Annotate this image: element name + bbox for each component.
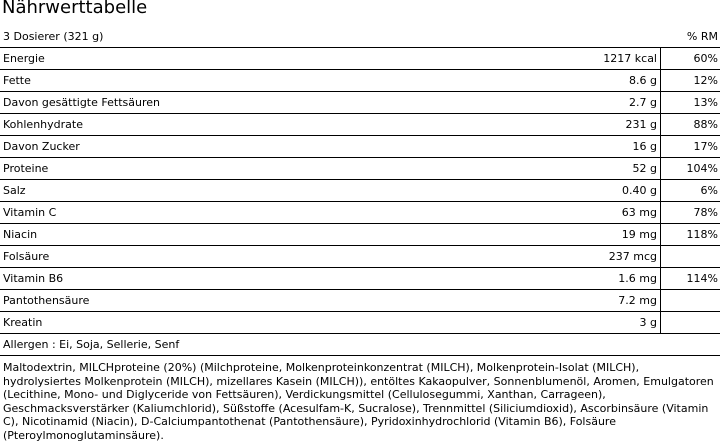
nutrient-name: Niacin: [3, 228, 38, 241]
nutrient-name: Energie: [3, 52, 45, 65]
pct-header: % RM: [686, 30, 718, 43]
column-divider: [660, 114, 661, 136]
table-body: [0, 48, 720, 334]
nutrient-pct: 60%: [693, 52, 718, 65]
nutrient-name: Davon Zucker: [3, 140, 80, 153]
nutrient-value: 52 g: [632, 162, 657, 175]
column-divider: [660, 180, 661, 202]
table-row: [0, 48, 720, 70]
table-row: [0, 202, 720, 224]
nutrient-pct: 78%: [693, 206, 718, 219]
nutrient-pct: 104%: [686, 162, 718, 175]
nutrient-name: Salz: [3, 184, 26, 197]
nutrient-name: Vitamin B6: [3, 272, 64, 285]
nutrient-name: Kreatin: [3, 316, 43, 329]
table-row: [0, 92, 720, 114]
allergens-row: [0, 334, 720, 356]
nutrient-pct: 13%: [693, 96, 718, 109]
page-title: Nährwerttabelle: [2, 0, 148, 18]
nutrient-pct: 12%: [693, 74, 718, 87]
table-row: [0, 180, 720, 202]
column-divider: [660, 224, 661, 246]
nutrient-value: 7.2 mg: [618, 294, 657, 307]
nutrient-value: 19 mg: [621, 228, 657, 241]
table-row: [0, 158, 720, 180]
nutrition-table: [0, 26, 720, 356]
column-divider: [660, 48, 661, 70]
nutrient-value: 2.7 g: [629, 96, 657, 109]
table-header-row: [0, 26, 720, 48]
nutrient-value: 1217 kcal: [603, 52, 657, 65]
nutrient-pct: 6%: [700, 184, 718, 197]
nutrient-value: 63 mg: [621, 206, 657, 219]
table-row: [0, 136, 720, 158]
nutrient-name: Folsäure: [3, 250, 50, 263]
allergens-text: Allergen : Ei, Soja, Sellerie, Senf: [3, 338, 180, 351]
column-divider: [660, 202, 661, 224]
nutrient-name: Fette: [3, 74, 31, 87]
nutrient-value: 237 mcg: [608, 250, 657, 263]
nutrient-value: 0.40 g: [622, 184, 657, 197]
nutrient-name: Davon gesättigte Fettsäuren: [3, 96, 160, 109]
nutrient-value: 8.6 g: [629, 74, 657, 87]
column-divider: [660, 136, 661, 158]
serving-size: 3 Dosierer (321 g): [3, 30, 104, 43]
table-row: [0, 246, 720, 268]
nutrient-name: Proteine: [3, 162, 49, 175]
nutrient-value: 16 g: [632, 140, 657, 153]
nutrient-pct: 17%: [693, 140, 718, 153]
column-divider: [660, 312, 661, 334]
nutrient-name: Vitamin C: [3, 206, 57, 219]
ingredients-text: Maltodextrin, MILCHproteine (20%) (Milchproteine, Molkenproteinkonzentrat (MILCH), Molkenprotein-Isolat (MILCH), hydrolysiertes Molkenprotein (MILCH), mizellares Kasein (MILCH)), entöltes Kakaopulver, Sonnenblumenöl, Aromen, Emulgatoren (Lecithine, Mono- und Diglyceride von Fettsäuren), Verdickungsmittel (Cellulosegummi, Xanthan, Carrageen), Geschmacksverstärker (Kaliumchlorid), Süßstoffe (Acesulfam-K, Sucralose), Trennmittel (Siliciumdioxid), Ascorbinsäure (Vitamin C), Nicotinamid (Niacin), D-Calciumpantothenat (Pantothensäure), Pyridoxinhydrochlorid (Vitamin B6), Folsäure (Pteroylmonoglutaminsäure).: [3, 361, 714, 442]
table-row: [0, 70, 720, 92]
nutrient-value: 1.6 mg: [618, 272, 657, 285]
nutrient-pct: 118%: [686, 228, 718, 241]
nutrient-value: 231 g: [625, 118, 657, 131]
column-divider: [660, 70, 661, 92]
nutrient-value: 3 g: [639, 316, 657, 329]
table-row: [0, 224, 720, 246]
nutrient-pct: 114%: [686, 272, 718, 285]
column-divider: [660, 246, 661, 268]
column-divider: [660, 92, 661, 114]
nutrient-name: Kohlenhydrate: [3, 118, 83, 131]
table-row: [0, 268, 720, 290]
column-divider: [660, 268, 661, 290]
nutrient-pct: 88%: [693, 118, 718, 131]
column-divider: [660, 158, 661, 180]
column-divider: [660, 290, 661, 312]
table-row: [0, 312, 720, 334]
nutrient-name: Pantothensäure: [3, 294, 90, 307]
table-row: [0, 290, 720, 312]
table-row: [0, 114, 720, 136]
